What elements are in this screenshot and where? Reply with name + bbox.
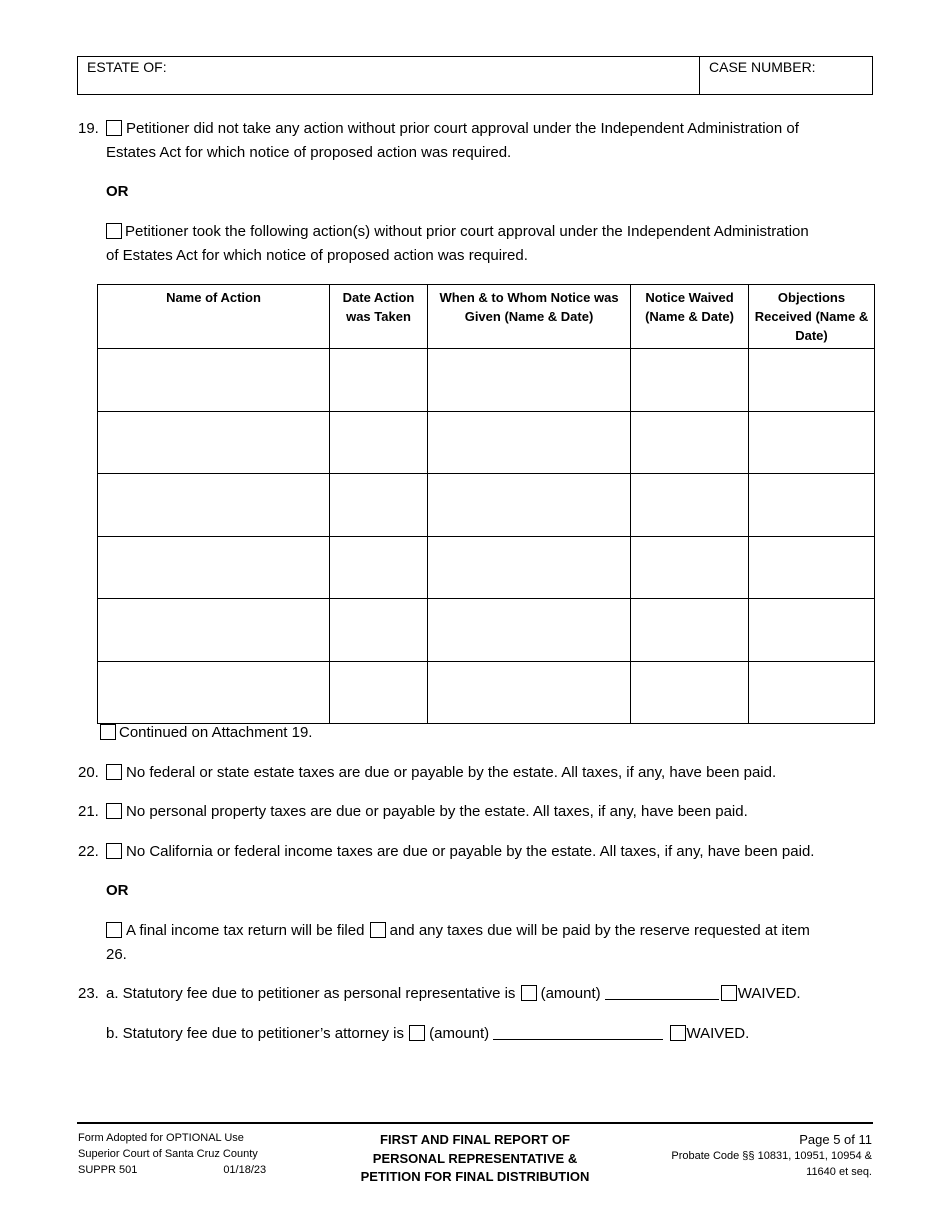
continued-attachment-checkbox[interactable] (100, 724, 116, 740)
item-19-no-action-checkbox[interactable] (106, 120, 122, 136)
table-cell[interactable] (330, 536, 428, 599)
item-19-or-label: OR (106, 183, 129, 200)
estate-of-label: ESTATE OF: (87, 59, 167, 75)
table-row (98, 599, 875, 662)
item-23a-waived-label: WAIVED. (737, 985, 801, 1002)
table-cell[interactable] (330, 599, 428, 662)
item-23a-waived-checkbox[interactable] (721, 985, 737, 1001)
footer-form-id: SUPPR 501 (78, 1164, 138, 1176)
table-cell[interactable] (631, 536, 749, 599)
item-23b-amount-field[interactable] (493, 1025, 663, 1040)
table-cell[interactable] (428, 661, 631, 724)
item-number: 19. (78, 120, 99, 137)
table-cell[interactable] (749, 536, 875, 599)
table-header-row (98, 285, 875, 349)
table-row (98, 474, 875, 537)
reserve-checkbox[interactable] (370, 922, 386, 938)
table-cell[interactable] (749, 411, 875, 474)
table-row (98, 349, 875, 412)
continued-attachment-text: Continued on Attachment 19. (119, 724, 313, 741)
probate-code-line2: 11640 et seq. (806, 1166, 872, 1178)
item-22-or-label: OR (106, 882, 129, 899)
table-cell[interactable] (98, 349, 330, 412)
item-21-checkbox[interactable] (106, 803, 122, 819)
col-header-notice-given: When & to Whom Notice was Given (Name & Date) (428, 285, 631, 349)
table-cell[interactable] (428, 411, 631, 474)
table-cell[interactable] (330, 349, 428, 412)
table-cell[interactable] (428, 474, 631, 537)
item-23a-text: a. Statutory fee due to petitioner as personal representative is (106, 985, 516, 1002)
footer-divider (77, 1122, 873, 1124)
table-cell[interactable] (98, 536, 330, 599)
final-return-text: A final income tax return will be filed (126, 922, 365, 939)
item-23b-amount-checkbox[interactable] (409, 1025, 425, 1041)
case-number-label: CASE NUMBER: (709, 59, 816, 75)
item-23a-amount-field[interactable] (605, 985, 719, 1000)
footer-title-line1: FIRST AND FINAL REPORT OF (380, 1132, 570, 1147)
item-23b-amount-label: (amount) (429, 1025, 490, 1042)
footer-adopted: Form Adopted for OPTIONAL Use (78, 1132, 244, 1144)
footer-title-line3: PETITION FOR FINAL DISTRIBUTION (360, 1169, 590, 1184)
table-cell[interactable] (98, 474, 330, 537)
item-22-alternative-line2: 26. (106, 946, 127, 963)
col-header-objections: Objections Received (Name & Date) (749, 285, 875, 349)
item-23b-waived-checkbox[interactable] (670, 1025, 686, 1041)
footer-right (671, 1131, 872, 1180)
item-22-alternative (106, 919, 810, 943)
item-23a-amount-checkbox[interactable] (521, 985, 537, 1001)
case-number-field[interactable] (700, 57, 872, 94)
footer-title-line2: PERSONAL REPRESENTATIVE & (372, 1150, 578, 1166)
item-23a (78, 982, 801, 1006)
col-header-date-action: Date Action was Taken (330, 285, 428, 349)
item-20-text: No federal or state estate taxes are due or payable by the estate. All taxes, if any, have been paid. (126, 764, 777, 781)
item-22-text: No California or federal income taxes are due or payable by the estate. All taxes, if any, have been paid. (126, 843, 815, 860)
table-cell[interactable] (98, 411, 330, 474)
item-20-checkbox[interactable] (106, 764, 122, 780)
item-19-continued (100, 721, 312, 745)
table-cell[interactable] (749, 474, 875, 537)
footer-form-line (78, 1162, 266, 1178)
col-header-notice-waived: Notice Waived (Name & Date) (631, 285, 749, 349)
footer-court: Superior Court of Santa Cruz County (78, 1148, 258, 1160)
table-cell[interactable] (631, 411, 749, 474)
table-cell[interactable] (749, 599, 875, 662)
reserve-text: and any taxes due will be paid by the reserve requested at item (389, 922, 810, 939)
item-19-option-2 (106, 220, 809, 244)
item-23b-waived-label: WAIVED. (686, 1025, 750, 1042)
item-23b-text: b. Statutory fee due to petitioner’s attorney is (106, 1025, 404, 1042)
item-23a-amount-label: (amount) (540, 985, 601, 1002)
item-number: 21. (78, 803, 99, 820)
table-cell[interactable] (330, 661, 428, 724)
table-cell[interactable] (631, 349, 749, 412)
table-cell[interactable] (749, 349, 875, 412)
footer-form-title (345, 1131, 605, 1187)
table-cell[interactable] (631, 661, 749, 724)
item-22 (78, 840, 814, 864)
footer-form-date: 01/18/23 (223, 1164, 267, 1176)
table-cell[interactable] (749, 661, 875, 724)
table-cell[interactable] (428, 536, 631, 599)
table-row (98, 411, 875, 474)
table-cell[interactable] (428, 349, 631, 412)
table-cell[interactable] (428, 599, 631, 662)
item-number: 20. (78, 764, 99, 781)
item-21-text: No personal property taxes are due or payable by the estate. All taxes, if any, have been paid. (126, 803, 748, 820)
item-21 (78, 800, 748, 824)
actions-table (97, 284, 875, 724)
table-row (98, 661, 875, 724)
probate-code-line1: Probate Code §§ 10831, 10951, 10954 & (671, 1150, 872, 1162)
item-19-option-1-text-line1: Petitioner did not take any action without prior court approval under the Independent Administration of (126, 120, 799, 137)
estate-of-field[interactable] (78, 57, 700, 94)
page-number: Page 5 of 11 (799, 1132, 872, 1147)
table-cell[interactable] (330, 411, 428, 474)
item-19-option-1 (78, 117, 799, 141)
table-cell[interactable] (98, 661, 330, 724)
item-19-took-action-checkbox[interactable] (106, 223, 122, 239)
table-cell[interactable] (631, 599, 749, 662)
table-cell[interactable] (98, 599, 330, 662)
item-20 (78, 761, 776, 785)
footer-left (78, 1130, 266, 1178)
item-22-checkbox[interactable] (106, 843, 122, 859)
item-number: 23. (78, 985, 99, 1002)
caption-box (77, 56, 873, 95)
item-19-option-1-text-line2: Estates Act for which notice of proposed action was required. (106, 144, 512, 161)
table-cell[interactable] (631, 474, 749, 537)
item-19-option-2-text-line1: Petitioner took the following action(s) without prior court approval under the Independent Administration (125, 223, 809, 240)
table-row (98, 536, 875, 599)
final-return-checkbox[interactable] (106, 922, 122, 938)
col-header-name-of-action: Name of Action (98, 285, 330, 349)
item-number: 22. (78, 843, 99, 860)
item-19-option-2-text-line2: of Estates Act for which notice of proposed action was required. (106, 247, 528, 264)
table-cell[interactable] (330, 474, 428, 537)
item-23b (106, 1022, 749, 1046)
